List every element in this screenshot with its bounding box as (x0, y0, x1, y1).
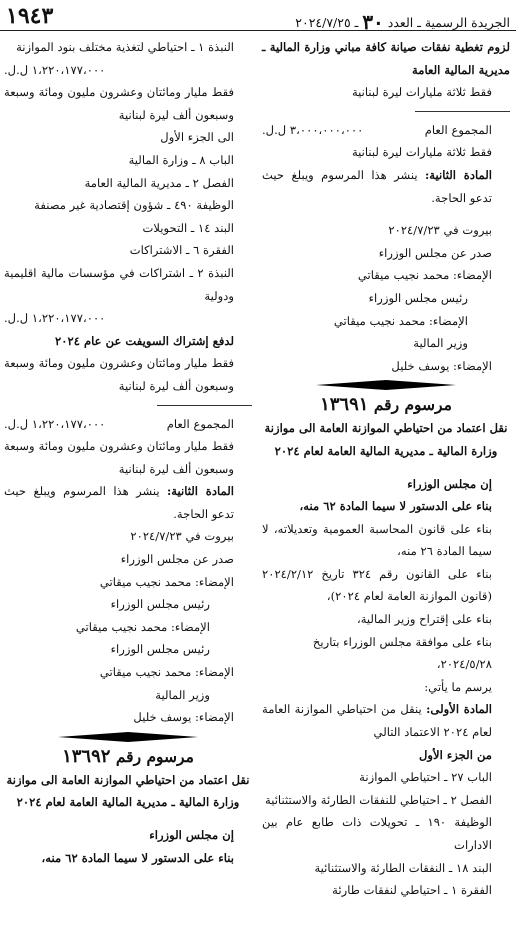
issue-date: ـ ٢٠٢٤/٧/٢٥ (295, 15, 359, 30)
decree-heading (4, 745, 252, 769)
budget-line: الباب ٢٧ ـ احتياطي الموازنة (359, 770, 492, 785)
decree-heading (262, 393, 510, 417)
article-text: ينقل من احتياطي الموازنة العامة لعام ٢٠٢٤ الاعتماد التالي (262, 702, 492, 740)
decrees-text: يرسم ما يأتي: (424, 679, 492, 694)
amount-in-words: فقط مليار ومائتان وعشرون مليون ومائة وسبعة وسبعون ألف ليرة لبنانية (4, 85, 234, 122)
cabinet-heading: إن مجلس الوزراء (149, 828, 234, 842)
budget-line: النبذة ٢ ـ اشتراكات في مؤسسات مالية اقليمية ودولية (4, 265, 234, 303)
decree-label: مرسوم رقم (115, 746, 194, 766)
budget-line: الفصل ٢ ـ احتياطي للنفقات الطارئة والاستثنائية (264, 792, 492, 807)
article-text: ينشر هذا المرسوم ويبلغ حيث تدعو الحاجة. (262, 167, 492, 205)
article-text: ينشر هذا المرسوم ويبلغ حيث تدعو الحاجة. (4, 484, 234, 521)
article-two (4, 480, 252, 525)
separator-ornament (4, 729, 252, 745)
left-column (4, 36, 252, 869)
budget-line: الفقرة ١ ـ احتياطي لنفقات طارئة (332, 883, 492, 898)
signatory-title: رئيس مجلس الوزراء (110, 642, 210, 657)
article-two (262, 164, 510, 209)
decree-title: نقل اعتماد من احتياطي الموازنة العامة الى موازنة وزارة المالية ـ مديرية المالية العامة لعام ٢٠٢٤ (6, 772, 250, 810)
legal-basis: بناء على موافقة مجلس الوزراء بتاريخ ٢٠٢٤/٥/٢٨، (312, 634, 492, 672)
total-in-words: فقط ثلاثة مليارات ليرة لبنانية (351, 145, 492, 160)
page-number: ١٩٤٣ (6, 3, 54, 29)
right-column (262, 36, 510, 902)
signature-line: الإمضاء: محمد نجيب ميقاتي (75, 619, 210, 634)
issued-by: صدر عن مجلس الوزراء (120, 552, 234, 567)
signature-line: الإمضاء: يوسف خليل (391, 358, 492, 373)
signatory-title: رئيس مجلس الوزراء (110, 597, 210, 612)
article-one (262, 698, 510, 743)
budget-line: الفقرة ٦ ـ الاشتراكات (129, 243, 234, 258)
decree-number: ١٣٦٩٢ (62, 745, 111, 767)
legal-basis: بناء على قانون المحاسبة العمومية وتعديلاته، لا سيما المادة ٢٦ منه، (262, 521, 492, 559)
legal-basis: بناء على إقتراح وزير المالية، (356, 612, 492, 627)
place-date: بيروت في ٢٠٢٤/٧/٢٣ (388, 223, 492, 238)
amount-in-words: فقط ثلاثة مليارات ليرة لبنانية (351, 85, 492, 100)
separator-ornament (262, 377, 510, 393)
amount-value: ١،٢٢٠،١٧٧،٠٠٠ ل.ل. (4, 62, 106, 77)
total-value: ٣،٠٠٠،٠٠٠،٠٠٠ ل.ل. (262, 122, 364, 137)
signature-line: الإمضاء: يوسف خليل (133, 710, 234, 725)
issued-by: صدر عن مجلس الوزراء (378, 245, 492, 260)
decree-number: ١٣٦٩١ (320, 394, 369, 416)
budget-line: البند ١٨ ـ النفقات الطارئة والاستثنائية (314, 860, 492, 875)
place-date: بيروت في ٢٠٢٤/٧/٢٣ (130, 529, 234, 544)
article-label: المادة الثانية: (167, 484, 234, 499)
article-label: المادة الأولى: (426, 702, 493, 717)
divider (157, 405, 252, 406)
total-in-words: فقط مليار ومائتان وعشرون مليون ومائة وسبعة وسبعون ألف ليرة لبنانية (4, 439, 234, 476)
signatory-title: وزير المالية (413, 336, 468, 351)
budget-line: الفصل ٢ ـ مديرية المالية العامة (84, 175, 234, 190)
signature-line: الإمضاء: محمد نجيب ميقاتي (357, 268, 492, 283)
payment-purpose: لدفع إشتراك السويفت عن عام ٢٠٢٤ (55, 333, 234, 348)
budget-line: النبذة ١ ـ احتياطي لتغذية مختلف بنود الموازنة (16, 40, 234, 54)
budget-item-purpose: لزوم تغطية نفقات صيانة كافة مباني وزارة المالية ـ مديرية المالية العامة (262, 40, 510, 77)
budget-line: الوظيفة ٤٩٠ ـ شؤون إقتصادية غير مصنفة (34, 198, 234, 213)
signature-line: الإمضاء: محمد نجيب ميقاتي (333, 313, 468, 328)
signatory-title: وزير المالية (155, 687, 210, 702)
decree-label: مرسوم رقم (373, 395, 452, 415)
legal-basis: بناء على القانون رقم ٣٢٤ تاريخ ٢٠٢٤/٢/١٢ (قانون الموازنة العامة لعام ٢٠٢٤)، (262, 566, 492, 604)
decree-title: نقل اعتماد من احتياطي الموازنة العامة الى موازنة وزارة المالية ـ مديرية المالية العامة لعام ٢٠٢٤ (264, 421, 508, 458)
amount-value: ١،٢٢٠،١٧٧،٠٠٠ ل.ل. (4, 311, 106, 326)
budget-line: الوظيفة ١٩٠ ـ تحويلات ذات طابع عام بين الادارات (262, 815, 492, 852)
total-label: المجموع العام (424, 122, 492, 137)
signatory-title: رئيس مجلس الوزراء (368, 290, 468, 305)
budget-line: البند ١٤ ـ التحويلات (142, 220, 234, 235)
legal-basis: بناء على الدستور لا سيما المادة ٦٢ منه، (41, 850, 234, 865)
cabinet-heading: إن مجلس الوزراء (407, 476, 492, 491)
gazette-name: الجريدة الرسمية ـ العدد (387, 15, 510, 30)
signature-line: الإمضاء: محمد نجيب ميقاتي (99, 574, 234, 589)
total-label: المجموع العام (166, 416, 234, 431)
amount-in-words: فقط مليار ومائتان وعشرون مليون ومائة وسبعة وسبعون ألف ليرة لبنانية (4, 356, 234, 393)
issue-number: ٣٠ (362, 10, 384, 34)
part-heading: الى الجزء الأول (160, 130, 234, 145)
page-header (0, 0, 516, 34)
total-value: ١،٢٢٠،١٧٧،٠٠٠ ل.ل. (4, 416, 106, 431)
budget-line: الباب ٨ ـ وزارة المالية (128, 152, 234, 167)
gazette-title (295, 8, 510, 32)
legal-basis: بناء على الدستور لا سيما المادة ٦٢ منه، (299, 499, 492, 514)
article-label: المادة الثانية: (425, 167, 492, 182)
signature-line: الإمضاء: محمد نجيب ميقاتي (99, 665, 234, 680)
total-row (262, 119, 510, 142)
divider (415, 111, 510, 112)
total-row (4, 413, 252, 436)
part-heading: من الجزء الأول (418, 747, 492, 762)
